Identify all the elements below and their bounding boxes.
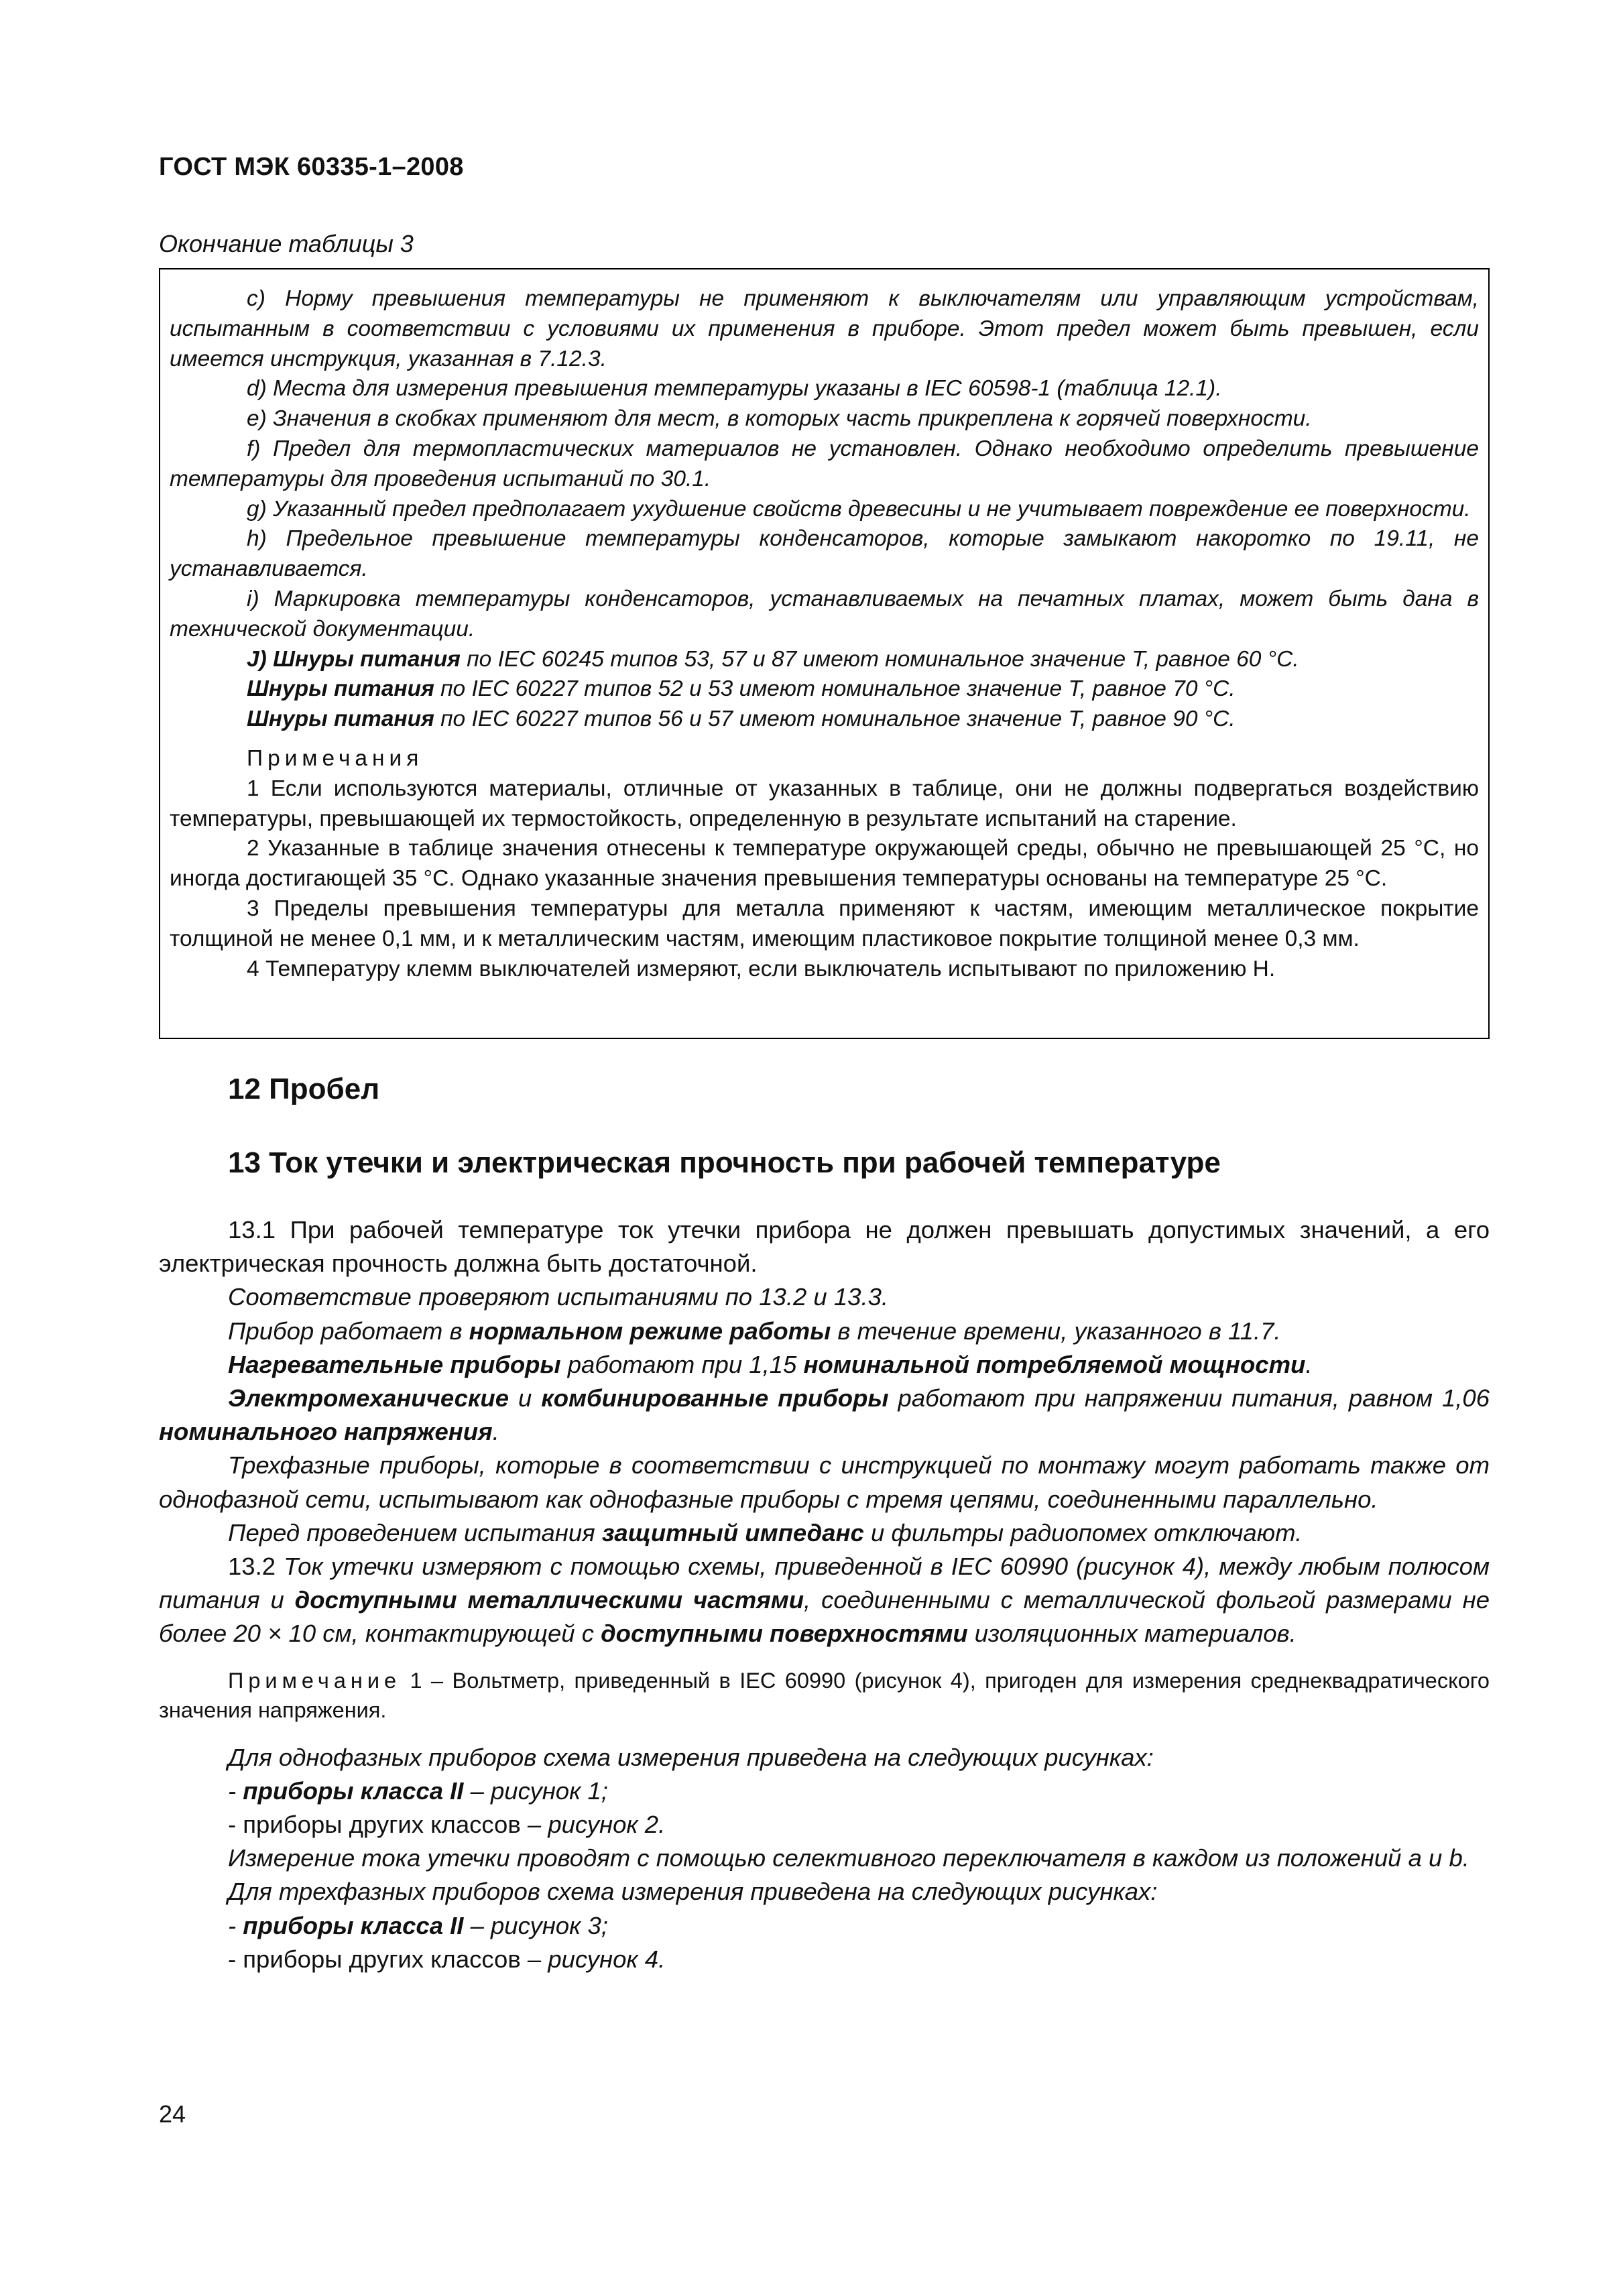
para-motor xyxy=(159,1382,1490,1449)
para-selector: Измерение тока утечки проводят с помощью селективного переключателя в каждом из положений a и b. xyxy=(228,1844,1469,1872)
para-three-phase-figs: Для трехфазных приборов схема измерения приведена на следующих рисунках: xyxy=(228,1878,1158,1906)
footnote-j3-bold: Шнуры питания xyxy=(247,707,434,732)
para-disconnect-c: и фильтры радиопомех отключают. xyxy=(863,1518,1303,1547)
page-number: 24 xyxy=(159,2100,186,2128)
footnote-j2-text: по IEC 60227 типов 52 и 53 имеют номинальное значение T, равное 70 °C. xyxy=(434,676,1236,702)
list-item-4-b: – рисунок 4. xyxy=(520,1945,666,1973)
list-item-other-three xyxy=(159,1943,1490,1976)
para-heating xyxy=(159,1348,1490,1382)
table-note-4: 4 Температуру клемм выключателей измеряют, если выключатель испытывают по приложению H. xyxy=(247,956,1276,981)
para-disconnect-a: Перед проведением испытания xyxy=(228,1518,602,1547)
para-13-1: 13.1 При рабочей температуре ток утечки прибора не должен превышать допустимых значений, а его электрическая прочность должна быть достаточной. xyxy=(159,1216,1490,1278)
list-item-other-single xyxy=(159,1808,1490,1841)
section-13-title: 13 Ток утечки и электрическая прочность при рабочей температуре xyxy=(228,1146,1221,1179)
list-item-class-2-single xyxy=(159,1774,1490,1808)
para-13-2-c: доступными металлическими частями xyxy=(294,1586,804,1614)
para-13-2-f: изоляционных материалов. xyxy=(967,1620,1297,1648)
footnote-j1-text: по IEC 60245 типов 53, 57 и 87 имеют номинальное значение T, равное 60 °C. xyxy=(460,646,1299,672)
para-heating-a: Нагревательные приборы xyxy=(228,1350,561,1378)
para-13-2 xyxy=(159,1550,1490,1651)
para-motor-d: работают при напряжении питания, равном 1,06 xyxy=(888,1384,1490,1412)
footnote-e: e) Значения в скобках применяют для мест, в которых часть прикреплена к горячей поверхности. xyxy=(247,406,1312,432)
para-operation-a: Прибор работает в xyxy=(228,1317,469,1345)
document-header: ГОСТ МЭК 60335-1–2008 xyxy=(159,153,464,181)
footnote-j1-bold: J) Шнуры питания xyxy=(247,646,461,672)
para-motor-c: комбинированные приборы xyxy=(541,1384,889,1412)
list-item-2-b: – рисунок 2. xyxy=(520,1811,666,1839)
note-1-label: Примечание xyxy=(228,1668,402,1693)
para-disconnect-b: защитный импеданс xyxy=(601,1518,864,1547)
para-heating-b: работают при 1,15 xyxy=(560,1350,804,1378)
footnote-j-line3 xyxy=(170,705,1479,735)
table-note-1: 1 Если используются материалы, отличные от указанных в таблице, они не должны подвергаться воздействию температуры, превышающей их термостойкость, определенную в результате испытаний на старение. xyxy=(170,776,1479,831)
para-13-2-a: 13.2 xyxy=(228,1553,284,1581)
para-compliance: Соответствие проверяют испытаниями по 13.2 и 13.3. xyxy=(228,1283,889,1311)
para-operation-c: в течение времени, указанного в 11.7. xyxy=(831,1317,1281,1345)
para-motor-f: . xyxy=(492,1418,499,1446)
list-item-3-text: – рисунок 3; xyxy=(463,1911,608,1939)
list-item-3-bold: приборы класса II xyxy=(243,1911,464,1939)
footnote-h: h) Предельное превышение температуры конденсаторов, которые замыкают накоротко по 19.11, не устанавливается. xyxy=(170,526,1479,582)
para-13-2-b: Ток утечки измеряют с помощью схемы, приведенной в IEC 60990 (рисунок 4), между любым полюсом питания и xyxy=(159,1553,1490,1614)
para-disconnect xyxy=(159,1516,1490,1550)
para-single-phase: Для однофазных приборов схема измерения приведена на следующих рисунках: xyxy=(228,1743,1154,1771)
footnote-f: f) Предел для термопластических материалов не установлен. Однако необходимо определить превышение температуры для проведения испытаний по 30.1. xyxy=(170,436,1479,491)
table-note-2: 2 Указанные в таблице значения отнесены к температуре окружающей среды, обычно не превышающей 25 °C, но иногда достигающей 35 °C. Однако указанные значения превышения температуры основаны на температуре 25 °C. xyxy=(170,836,1479,892)
table-caption: Окончание таблицы 3 xyxy=(159,230,414,257)
footnote-c: c) Норму превышения температуры не применяют к выключателям или управляющим устройствам, испытанным в соответствии с условиями их применения в приборе. Этот предел может быть превышен, если имеется инструкция, указанная в 7.12.3. xyxy=(170,286,1479,371)
note-1 xyxy=(159,1666,1490,1725)
list-item-4-a: - приборы других классов xyxy=(228,1945,521,1973)
para-three-phase: Трехфазные приборы, которые в соответствии с инструкцией по монтажу могут работать также от однофазной сети, испытывают как однофазные приборы с тремя цепями, соединенными параллельно. xyxy=(159,1451,1490,1513)
table-note-3: 3 Пределы превышения температуры для металла применяют к частям, имеющим металлическое покрытие толщиной не менее 0,1 мм, и к металлическим частям, имеющим пластиковое покрытие толщиной менее 0,3 мм. xyxy=(170,896,1479,951)
table-notes-heading: Примечания xyxy=(247,745,424,771)
table-footnotes-box xyxy=(159,268,1490,1039)
para-heating-c: номинальной потребляемой мощности xyxy=(803,1350,1306,1378)
para-operation xyxy=(159,1315,1490,1348)
list-item-1-text: – рисунок 1; xyxy=(463,1776,608,1805)
list-item-class-2-three xyxy=(159,1909,1490,1943)
footnote-d: d) Места для измерения превышения температуры указаны в IEC 60598-1 (таблица 12.1). xyxy=(247,376,1222,402)
list-item-2-a: - приборы других классов xyxy=(228,1811,521,1839)
para-motor-b: и xyxy=(509,1384,542,1412)
list-dash-1: - xyxy=(228,1776,243,1805)
footnote-i: i) Маркировка температуры конденсаторов, устанавливаемых на печатных платах, может быть дана в технической документации. xyxy=(170,586,1479,642)
footnote-j2-bold: Шнуры питания xyxy=(247,676,434,702)
para-heating-d: . xyxy=(1305,1350,1313,1378)
footnote-j-line1 xyxy=(170,645,1479,675)
note-1-text: 1 – Вольтметр, приведенный в IEC 60990 (рисунок 4), пригоден для измерения среднеквадратического значения напряжения. xyxy=(159,1668,1490,1722)
section-13-body xyxy=(159,1213,1490,1976)
para-motor-a: Электромеханические xyxy=(228,1384,509,1412)
list-item-1-bold: приборы класса II xyxy=(243,1776,464,1805)
footnote-g: g) Указанный предел предполагает ухудшение свойств древесины и не учитывает повреждение ее поверхности. xyxy=(247,496,1471,522)
para-motor-e: номинального напряжения xyxy=(159,1418,493,1446)
para-13-2-e: доступными поверхностями xyxy=(601,1620,968,1648)
para-operation-b: нормальном режиме работы xyxy=(469,1317,831,1345)
footnote-j3-text: по IEC 60227 типов 56 и 57 имеют номинальное значение T, равное 90 °C. xyxy=(434,707,1236,732)
para-13-2-d: , соединенными с металлической фольгой размерами не более 20 × 10 см, контактирующей с xyxy=(159,1586,1490,1648)
list-dash-3: - xyxy=(228,1911,243,1939)
section-12-title: 12 Пробел xyxy=(228,1073,380,1105)
footnote-j-line2 xyxy=(170,674,1479,705)
